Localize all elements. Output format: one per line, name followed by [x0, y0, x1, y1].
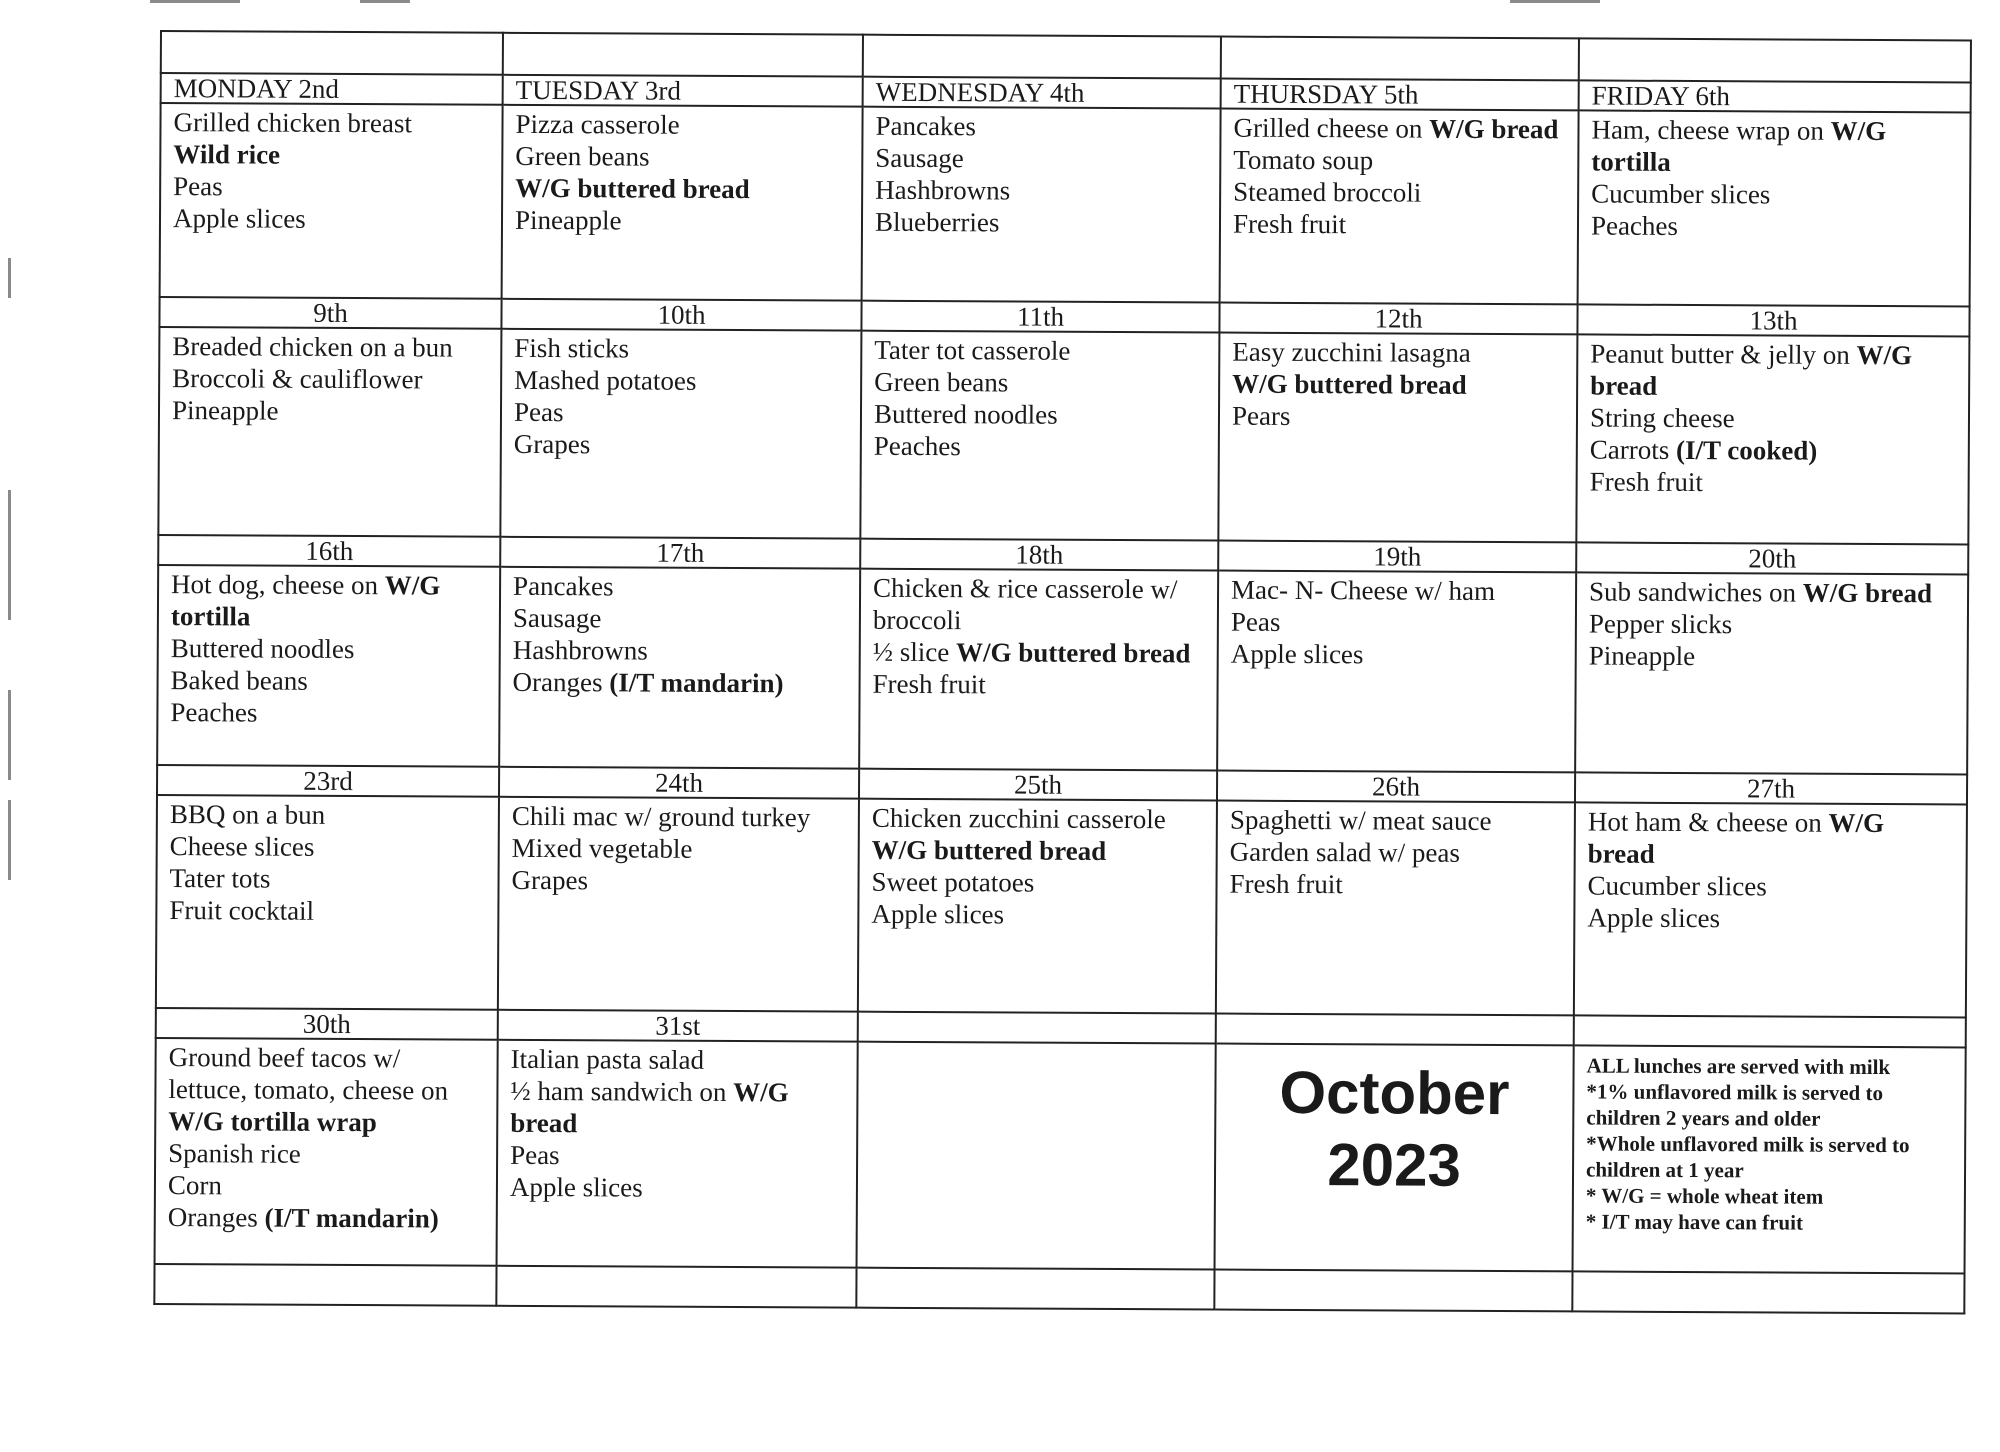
- menu-item: [1233, 144, 1565, 178]
- menu-cell: [157, 565, 500, 767]
- menu-item-text: Fresh fruit: [1229, 868, 1343, 900]
- menu-item-text: Breaded chicken on a bun: [172, 331, 453, 363]
- menu-item: [515, 108, 849, 142]
- menu-item: [172, 330, 488, 364]
- date-cell: 23rd: [157, 765, 499, 797]
- menu-item: [171, 632, 487, 666]
- menu-item-text: Cucumber slices: [1591, 178, 1771, 210]
- blank-cell: [154, 1264, 496, 1306]
- menu-item: [875, 206, 1207, 240]
- menu-cell: [859, 569, 1218, 771]
- menu-item-bold-text: W/G buttered bread: [955, 637, 1191, 669]
- menu-item-text: Garden salad w/ peas: [1229, 836, 1460, 868]
- menu-item: [513, 634, 847, 668]
- menu-item-text: Sausage: [512, 602, 602, 634]
- menu-item: [173, 106, 489, 140]
- header-friday: FRIDAY 6th: [1579, 80, 1971, 112]
- menu-item-bold-text: W/G tortilla: [170, 570, 441, 632]
- menu-item: [874, 366, 1206, 400]
- menu-item-text: Hot dog, cheese on: [171, 569, 385, 601]
- week-1-menu-row: [160, 103, 1971, 306]
- menu-item: [875, 174, 1207, 208]
- menu-item: [1589, 639, 1955, 673]
- note-line: * I/T may have can fruit: [1585, 1209, 1804, 1235]
- menu-item-text: Buttered noodles: [873, 398, 1058, 430]
- menu-item-text: Pizza casserole: [515, 108, 680, 140]
- note-line: ALL lunches are served with milk: [1586, 1053, 1891, 1080]
- blank-cell: [1221, 37, 1579, 81]
- date-cell: 30th: [156, 1008, 498, 1040]
- menu-item: [173, 138, 489, 172]
- menu-item: [1233, 176, 1565, 210]
- menu-item: [874, 430, 1206, 464]
- menu-cell: [1575, 572, 1968, 774]
- menu-item: [168, 1169, 484, 1203]
- week-2-menu-row: [158, 327, 1969, 544]
- menu-item-text: ½ slice: [872, 636, 957, 668]
- menu-item: [871, 898, 1203, 932]
- menu-item: [1589, 607, 1955, 641]
- menu-item-text: Green beans: [515, 140, 650, 172]
- month-name: October: [1279, 1058, 1510, 1128]
- menu-cell: [497, 1040, 858, 1268]
- menu-item-text: Grapes: [511, 864, 589, 896]
- menu-item-bold-text: W/G bread: [1802, 577, 1933, 609]
- menu-item: [513, 666, 847, 700]
- blank-cell: [1579, 38, 1971, 82]
- menu-item-text: Easy zucchini lasagna: [1232, 336, 1471, 368]
- menu-item-text: Apple slices: [509, 1171, 643, 1203]
- blank-cell: [863, 35, 1221, 79]
- menu-item: [510, 1075, 844, 1141]
- menu-item-text: Sausage: [875, 142, 964, 174]
- menu-item: [514, 364, 848, 398]
- menu-item-text: Fresh fruit: [872, 668, 986, 700]
- menu-cell: [1218, 333, 1577, 543]
- menu-cell: [862, 107, 1221, 303]
- menu-item: [1231, 574, 1563, 608]
- menu-item: [1233, 112, 1565, 146]
- week-4-menu-row: [156, 795, 1967, 1017]
- menu-cell: [1574, 802, 1967, 1017]
- menu-item: [872, 834, 1204, 868]
- menu-item-text: Apple slices: [1230, 638, 1364, 670]
- blank-cell: [503, 33, 863, 77]
- menu-item: [1590, 337, 1956, 403]
- menu-item: [169, 862, 485, 896]
- menu-item: [1230, 836, 1562, 870]
- menu-item: [510, 1171, 844, 1205]
- scan-speck: [1510, 0, 1600, 3]
- menu-item-bold-text: W/G buttered bread: [871, 834, 1107, 866]
- menu-item-text: Peaches: [1590, 210, 1679, 241]
- menu-item: [874, 398, 1206, 432]
- menu-item: [1229, 868, 1561, 902]
- date-cell: 25th: [859, 769, 1217, 801]
- menu-item-text: Mac- N- Cheese w/ ham: [1231, 574, 1496, 606]
- date-cell: 10th: [501, 299, 861, 331]
- menu-item: [173, 170, 489, 204]
- date-cell: 24th: [499, 767, 859, 799]
- menu-item-text: Peas: [510, 1139, 560, 1171]
- blank-cell: [1574, 1015, 1966, 1047]
- blank-cell: [1216, 1014, 1574, 1046]
- menu-cell: [160, 103, 503, 299]
- menu-item: [873, 668, 1205, 702]
- date-cell: 19th: [1218, 541, 1576, 573]
- menu-item: [1230, 804, 1562, 838]
- menu-item-text: Chili mac w/ ground turkey: [511, 800, 811, 833]
- note-line: *1% unflavored milk is served to children 2 years and older: [1586, 1079, 1884, 1131]
- menu-item: [1590, 433, 1956, 467]
- menu-item-text: Buttered noodles: [170, 633, 355, 665]
- menu-cell: [1576, 334, 1969, 544]
- menu-item-text: Hashbrowns: [512, 634, 648, 666]
- menu-cell: [1220, 109, 1579, 305]
- menu-item-text: Hot ham & cheese on: [1587, 806, 1829, 838]
- menu-item-text: Peas: [1230, 606, 1281, 637]
- menu-cell: [1578, 110, 1971, 306]
- menu-item-text: Cheese slices: [169, 831, 315, 862]
- menu-item-text: Oranges: [512, 666, 610, 698]
- menu-item-bold-text: W/G bread: [510, 1077, 789, 1139]
- date-cell: 12th: [1219, 303, 1577, 335]
- menu-cell: [498, 797, 859, 1012]
- menu-item-text: Blueberries: [874, 206, 1000, 238]
- menu-item: [511, 1043, 845, 1077]
- menu-item: [1591, 113, 1957, 179]
- menu-cell: [155, 1038, 498, 1266]
- notes-cell: [1573, 1045, 1966, 1273]
- menu-item-text: BBQ on a bun: [169, 799, 326, 830]
- menu-item-bold-text: (I/T mandarin): [264, 1202, 439, 1234]
- blank-cell: [858, 1012, 1216, 1044]
- menu-item-text: String cheese: [1589, 402, 1735, 434]
- menu-item-text: Spanish rice: [168, 1138, 301, 1169]
- date-cell: 9th: [159, 297, 501, 329]
- menu-item-text: Mashed potatoes: [514, 364, 697, 396]
- menu-item-text: Tomato soup: [1233, 144, 1374, 176]
- menu-item: [1589, 575, 1955, 609]
- menu-item-text: Peanut butter & jelly on: [1590, 338, 1857, 370]
- date-cell: 17th: [500, 537, 860, 569]
- date-cell: 11th: [861, 301, 1219, 333]
- menu-item: [510, 1139, 844, 1173]
- header-wednesday: WEDNESDAY 4th: [863, 77, 1221, 109]
- menu-item: [872, 802, 1204, 836]
- menu-cell: [499, 567, 860, 769]
- menu-item: [511, 864, 845, 898]
- menu-item: [1231, 638, 1563, 672]
- menu-item-text: Spaghetti w/ meat sauce: [1229, 804, 1492, 836]
- menu-item: [1591, 209, 1957, 243]
- menu-item: [1231, 606, 1563, 640]
- menu-item-text: Sweet potatoes: [871, 866, 1035, 898]
- menu-item-bold-text: W/G buttered bread: [1232, 368, 1467, 400]
- menu-item: [513, 570, 847, 604]
- menu-item: [171, 664, 487, 698]
- menu-item: [874, 334, 1206, 368]
- menu-item-text: Apple slices: [172, 203, 306, 234]
- week-3-menu-row: [157, 565, 1968, 774]
- menu-item-text: Chicken zucchini casserole: [871, 802, 1166, 835]
- menu-item-text: Cucumber slices: [1587, 870, 1767, 902]
- menu-item-text: Pepper slicks: [1588, 608, 1733, 640]
- menu-item-text: Sub sandwiches on: [1589, 576, 1803, 608]
- menu-item: [514, 332, 848, 366]
- menu-item-text: Peas: [513, 396, 564, 428]
- menu-item: [512, 800, 846, 834]
- menu-item-text: Apple slices: [1587, 902, 1721, 934]
- menu-item: [1233, 208, 1565, 242]
- menu-item: [170, 798, 486, 832]
- menu-item: [515, 172, 849, 206]
- menu-item: [514, 428, 848, 462]
- menu-item: [1232, 368, 1564, 402]
- menu-item-text: Mixed vegetable: [511, 832, 693, 864]
- week-5-menu-row: [155, 1038, 1966, 1273]
- menu-item-bold-text: W/G tortilla wrap: [168, 1106, 377, 1138]
- menu-item-text: Tater tot casserole: [874, 334, 1071, 366]
- menu-item-bold-text: W/G bread: [1590, 339, 1913, 401]
- blank-cell: [496, 1266, 856, 1308]
- menu-item-text: Fresh fruit: [1232, 208, 1347, 240]
- scan-speck: [8, 690, 11, 780]
- menu-item-text: Grilled chicken breast: [173, 107, 412, 139]
- menu-item-text: Fresh fruit: [1589, 466, 1703, 498]
- date-cell: 20th: [1576, 542, 1968, 574]
- menu-cell: [860, 331, 1219, 541]
- menu-item: [1588, 805, 1954, 871]
- menu-item-text: Pineapple: [171, 395, 279, 426]
- milk-notes: [1586, 1048, 1953, 1236]
- menu-cell: [502, 105, 863, 301]
- menu-item-bold-text: W/G buttered bread: [515, 172, 750, 205]
- menu-cell: [1217, 571, 1576, 773]
- date-cell: 16th: [158, 535, 500, 567]
- menu-item: [172, 394, 488, 428]
- menu-item-text: Steamed broccoli: [1233, 176, 1422, 208]
- blank-cell: [1572, 1271, 1964, 1313]
- menu-item: [1232, 400, 1564, 434]
- menu-item: [512, 832, 846, 866]
- date-cell: 31st: [498, 1010, 858, 1042]
- header-thursday: THURSDAY 5th: [1221, 79, 1579, 111]
- blank-cell: [1214, 1270, 1572, 1312]
- menu-cell: [858, 799, 1217, 1014]
- menu-item-text: Italian pasta salad: [510, 1043, 705, 1075]
- menu-item: [1587, 869, 1953, 903]
- menu-item: [168, 1201, 484, 1235]
- menu-item-bold-text: Wild rice: [173, 139, 281, 170]
- menu-item-text: Pancakes: [513, 570, 614, 602]
- header-monday: MONDAY 2nd: [161, 73, 503, 105]
- month-year: 2023: [1327, 1131, 1461, 1199]
- scan-speck: [150, 0, 240, 3]
- menu-item-text: Chicken & rice casserole w/ broccoli: [872, 572, 1178, 636]
- menu-item-text: Green beans: [874, 366, 1009, 398]
- note-line: * W/G = whole wheat item: [1585, 1183, 1824, 1209]
- menu-item-text: Baked beans: [170, 665, 308, 696]
- menu-item-text: Grapes: [513, 428, 591, 460]
- date-cell: 26th: [1217, 771, 1575, 803]
- menu-item: [1587, 901, 1953, 935]
- menu-item: [168, 1137, 484, 1171]
- menu-item: [169, 894, 485, 928]
- menu-item: [1590, 401, 1956, 435]
- menu-item-text: Pears: [1231, 400, 1291, 431]
- menu-item-text: Pancakes: [875, 110, 977, 142]
- scan-speck: [360, 0, 410, 3]
- menu-item: [168, 1041, 484, 1139]
- menu-item-text: Ham, cheese wrap on: [1591, 114, 1831, 146]
- lunch-menu-calendar: [153, 30, 1972, 1314]
- menu-item-text: Hashbrowns: [875, 174, 1011, 206]
- menu-item-text: Ground beef tacos w/ lettuce, tomato, cheese on: [168, 1042, 449, 1106]
- menu-item: [1591, 177, 1957, 211]
- menu-item-text: Fruit cocktail: [169, 895, 315, 926]
- menu-cell: [156, 795, 499, 1010]
- menu-item: [1590, 465, 1956, 499]
- menu-item-bold-text: (I/T cooked): [1675, 434, 1818, 466]
- blank-cell: [857, 1042, 1216, 1270]
- date-cell: 18th: [860, 539, 1218, 571]
- menu-cell: [1216, 801, 1575, 1016]
- menu-item-text: Peaches: [170, 697, 258, 728]
- menu-item: [170, 696, 486, 730]
- menu-item-text: Corn: [167, 1170, 223, 1201]
- menu-item: [171, 568, 487, 634]
- menu-item-text: Broccoli & cauliflower: [172, 363, 423, 395]
- menu-item-text: Pineapple: [1588, 640, 1696, 672]
- scan-speck: [8, 258, 11, 298]
- month-label: [1228, 1047, 1561, 1203]
- menu-item-text: Tater tots: [169, 863, 271, 894]
- menu-item-text: Grilled cheese on: [1233, 112, 1430, 144]
- menu-item-text: Pineapple: [514, 204, 622, 236]
- menu-item-bold-text: W/G bread: [1429, 113, 1559, 145]
- menu-item-bold-text: (I/T mandarin): [609, 667, 784, 699]
- menu-item-text: Apple slices: [871, 898, 1005, 930]
- scan-speck: [8, 490, 11, 620]
- menu-item: [515, 140, 849, 174]
- menu-item-text: Peas: [173, 171, 223, 202]
- menu-item: [170, 830, 486, 864]
- blank-cell: [856, 1268, 1214, 1310]
- menu-item: [513, 602, 847, 636]
- menu-item: [873, 572, 1205, 638]
- menu-item: [514, 396, 848, 430]
- menu-item: [1232, 336, 1564, 370]
- month-label-cell: [1215, 1044, 1574, 1272]
- note-line: *Whole unflavored milk is served to children at 1 year: [1585, 1131, 1910, 1183]
- menu-cell: [158, 327, 501, 537]
- menu-item: [515, 204, 849, 238]
- menu-item-text: Oranges: [167, 1202, 265, 1233]
- menu-item: [875, 110, 1207, 144]
- menu-item: [172, 362, 488, 396]
- menu-item-bold-text: W/G bread: [1587, 807, 1885, 869]
- menu-item: [875, 142, 1207, 176]
- menu-item-bold-text: W/G tortilla: [1591, 115, 1887, 177]
- menu-item-text: ½ ham sandwich on: [510, 1075, 734, 1108]
- date-cell: 13th: [1577, 304, 1969, 336]
- menu-item: [871, 866, 1203, 900]
- scan-speck: [8, 800, 11, 880]
- header-tuesday: TUESDAY 3rd: [503, 75, 863, 107]
- bottom-blank-row: [154, 1264, 1964, 1313]
- menu-item: [873, 636, 1205, 670]
- menu-item-text: Carrots: [1589, 434, 1677, 465]
- date-cell: 27th: [1575, 772, 1967, 804]
- menu-item-text: Fish sticks: [514, 332, 630, 364]
- menu-item: [173, 202, 489, 236]
- menu-cell: [500, 329, 861, 539]
- menu-item-text: Peaches: [873, 430, 961, 462]
- blank-cell: [161, 31, 503, 75]
